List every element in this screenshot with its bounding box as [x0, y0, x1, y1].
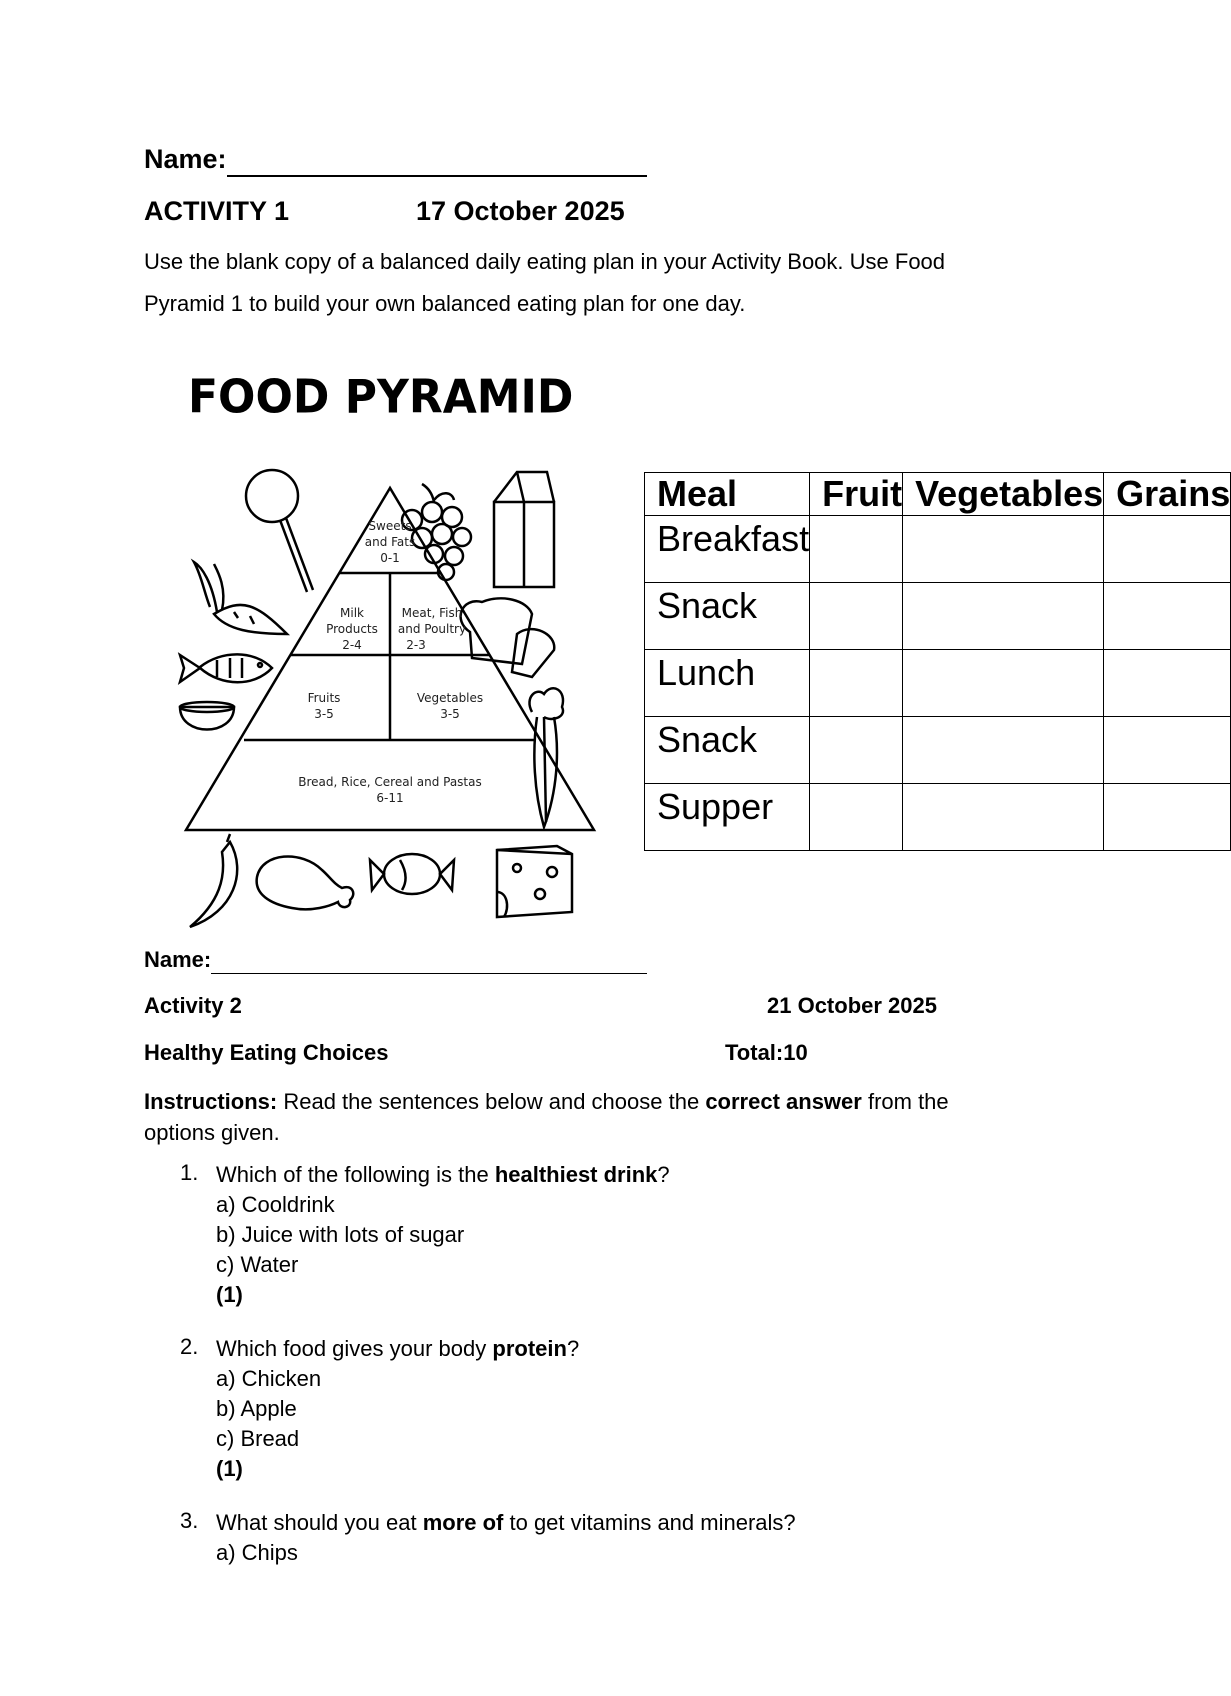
tier-text: 0-1	[380, 551, 400, 565]
instructions-label: Instructions:	[144, 1089, 278, 1114]
celery-icon	[529, 688, 563, 827]
milk-carton-icon	[494, 472, 554, 587]
question-marks: (1)	[216, 1282, 243, 1307]
tier-text: 6-11	[376, 791, 404, 805]
fish-icon	[180, 654, 272, 682]
blank-cell[interactable]	[810, 583, 903, 650]
header-grains: Grains	[1104, 473, 1231, 516]
blank-cell[interactable]	[1104, 784, 1231, 851]
question-number: 3.	[180, 1508, 199, 1533]
blank-cell[interactable]	[810, 516, 903, 583]
tier-text: Vegetables	[416, 691, 484, 705]
question-text-part: ?	[657, 1162, 670, 1187]
tier-text: 2-3	[406, 638, 426, 652]
instructions-line	[144, 1086, 949, 1117]
instructions-line: Pyramid 1 to build your own balanced eating plan for one day.	[144, 291, 746, 316]
activity1-title: ACTIVITY 1	[144, 196, 290, 226]
blank-cell[interactable]	[1104, 516, 1231, 583]
answer-option[interactable]: c) Bread	[216, 1426, 300, 1451]
blank-cell[interactable]	[810, 784, 903, 851]
meal-plan-table	[644, 472, 1231, 851]
tier-text: 3-5	[314, 707, 334, 721]
candy-icon	[370, 854, 454, 894]
question-text	[216, 1334, 796, 1364]
meal-cell: Lunch	[645, 650, 810, 717]
table-row	[645, 717, 1231, 784]
header-meal: Meal	[645, 473, 810, 516]
pyramid-tier-sweets	[365, 519, 416, 565]
answer-option[interactable]: b) Juice with lots of sugar	[216, 1222, 465, 1247]
tier-text: Meat, Fish	[401, 606, 463, 620]
blank-cell[interactable]	[810, 717, 903, 784]
food-pyramid-figure	[172, 372, 612, 927]
banana-icon	[190, 834, 237, 927]
meal-cell: Breakfast	[645, 516, 810, 583]
blank-cell[interactable]	[903, 650, 1104, 717]
activity2-instructions	[144, 1086, 949, 1148]
question-text-part: to get vitamins and minerals?	[503, 1510, 796, 1535]
question-list	[180, 1160, 796, 1592]
answer-option[interactable]: a) Chicken	[216, 1366, 322, 1391]
question-text-part: What should you eat	[216, 1510, 423, 1535]
meal-plan-table-region	[644, 472, 1231, 862]
tier-text: and Poultry	[397, 622, 467, 636]
meal-cell: Snack	[645, 717, 810, 784]
answer-option[interactable]: b) Apple	[216, 1396, 297, 1421]
meal-cell: Supper	[645, 784, 810, 851]
answer-option[interactable]: a) Cooldrink	[216, 1192, 335, 1217]
tier-text: and Fats	[364, 535, 416, 549]
table-row	[645, 516, 1231, 583]
question-number: 1.	[180, 1160, 199, 1185]
blank-cell[interactable]	[903, 784, 1104, 851]
question-text	[216, 1160, 796, 1190]
tier-text: Products	[326, 622, 378, 636]
answer-option[interactable]: a) Chips	[216, 1540, 298, 1565]
food-pyramid-title: FOOD PYRAMID	[188, 370, 574, 425]
blank-cell[interactable]	[903, 516, 1104, 583]
question-text-part: Which of the following is the	[216, 1162, 495, 1187]
blank-cell[interactable]	[810, 650, 903, 717]
question-emphasis: more of	[422, 1510, 504, 1535]
question-text-part: ?	[566, 1336, 580, 1361]
pyramid-tier-milk	[326, 606, 378, 652]
question-emphasis: healthiest drink	[494, 1162, 658, 1187]
name-label: Name:	[144, 947, 212, 972]
tier-text: 2-4	[342, 638, 362, 652]
activity2-subtitle: Healthy Eating Choices	[144, 1040, 389, 1065]
activity1-date: 17 October 2025	[416, 196, 625, 226]
table-row	[645, 650, 1231, 717]
tier-text: Fruits	[307, 691, 341, 705]
cheese-icon	[497, 846, 572, 917]
name-blank-line[interactable]	[211, 947, 647, 974]
blank-cell[interactable]	[903, 583, 1104, 650]
tier-text: 3-5	[440, 707, 460, 721]
answer-option[interactable]: c) Water	[216, 1252, 299, 1277]
name-label: Name:	[144, 144, 227, 174]
question-text	[216, 1508, 796, 1538]
question-emphasis: protein	[492, 1336, 567, 1361]
name-blank-line[interactable]	[227, 144, 647, 177]
meal-cell: Snack	[645, 583, 810, 650]
name-field-2[interactable]	[144, 947, 647, 974]
question-item	[180, 1508, 796, 1568]
tier-text: Bread, Rice, Cereal and Pastas	[298, 775, 482, 789]
instructions-emphasis: correct answer	[705, 1089, 862, 1114]
instructions-line: Use the blank copy of a balanced daily eating plan in your Activity Book. Use Food	[144, 249, 946, 274]
tier-text: Sweets	[368, 519, 412, 533]
pyramid-tier-fruits	[308, 691, 341, 721]
activity2-title: Activity 2	[144, 993, 242, 1018]
bread-icon	[461, 598, 555, 677]
header-vegetables: Vegetables	[903, 473, 1104, 516]
blank-cell[interactable]	[1104, 717, 1231, 784]
blank-cell[interactable]	[1104, 583, 1231, 650]
activity2-date: 21 October 2025	[767, 993, 937, 1018]
question-marks: (1)	[216, 1456, 243, 1481]
name-field[interactable]	[144, 144, 647, 177]
lollipop-icon	[246, 470, 313, 592]
activity2-total: Total:10	[725, 1040, 808, 1065]
blank-cell[interactable]	[903, 717, 1104, 784]
carrot-icon	[194, 562, 287, 634]
pyramid-tier-bread	[298, 775, 482, 805]
header-fruit: Fruit	[810, 473, 903, 516]
question-number: 2.	[180, 1334, 199, 1359]
activity1-instructions	[144, 241, 945, 325]
question-item	[180, 1160, 796, 1310]
instructions-text: from the	[861, 1089, 949, 1114]
bowl-icon	[180, 702, 234, 730]
instructions-text: Read the sentences below and choose the	[277, 1089, 706, 1114]
blank-cell[interactable]	[1104, 650, 1231, 717]
food-pyramid-drawing	[172, 372, 612, 927]
instructions-line: options given.	[144, 1120, 280, 1145]
tier-text: Milk	[340, 606, 364, 620]
chicken-drumstick-icon	[257, 856, 354, 909]
pyramid-tier-meat	[398, 606, 466, 652]
table-row	[645, 784, 1231, 851]
table-row	[645, 583, 1231, 650]
question-item	[180, 1334, 796, 1484]
question-text-part: Which food gives your body	[216, 1336, 493, 1361]
pyramid-tier-vegetables	[417, 691, 483, 721]
table-header-row	[645, 473, 1231, 516]
